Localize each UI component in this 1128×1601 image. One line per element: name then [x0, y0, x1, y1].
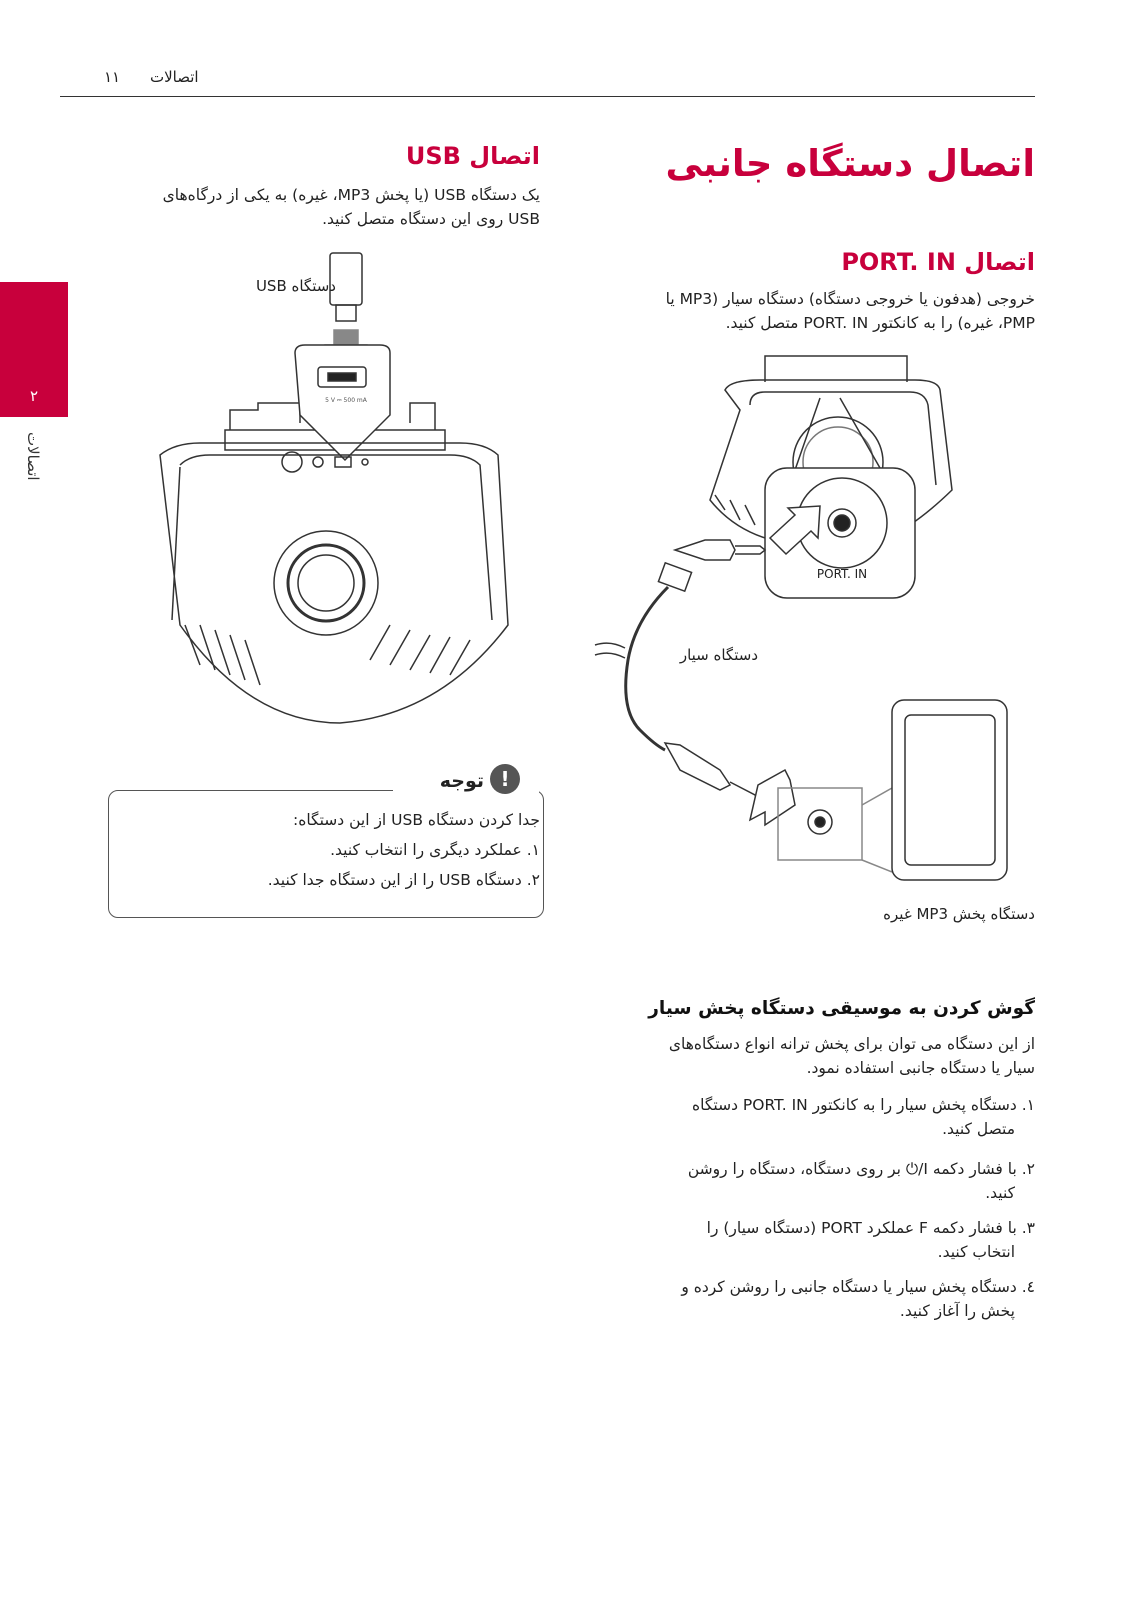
list-item-continuation — [595, 1181, 1015, 1205]
list-item — [595, 1157, 1035, 1181]
port-in-heading: اتصال PORT. IN — [841, 248, 1035, 276]
listening-intro-2: سیار یا دستگاه جانبی استفاده نمود. — [806, 1059, 1035, 1077]
step-text: انتخاب کنید. — [937, 1243, 1015, 1261]
page-number: ۱۱ — [104, 68, 121, 86]
step-text: متصل کنید. — [942, 1120, 1015, 1138]
list-item-continuation — [595, 1299, 1015, 1323]
usb-text-2: USB روی این دستگاه متصل کنید. — [322, 210, 540, 228]
header-rule — [60, 96, 1035, 97]
header-title: اتصالات — [150, 68, 199, 86]
port-in-figure-label: PORT. IN — [816, 567, 868, 581]
chapter-label: اتصالات — [24, 432, 42, 481]
note-step-1: ۱. عملکرد دیگری را انتخاب کنید. — [330, 841, 540, 859]
step-text: کنید. — [985, 1184, 1015, 1202]
step-number: ۱. — [1021, 1096, 1035, 1114]
port-in-diagram — [580, 350, 1040, 950]
list-item-continuation — [595, 1117, 1015, 1141]
usb-port-spec: 5 V ⎓ 500 mA — [325, 397, 367, 404]
exclamation-icon: ! — [490, 764, 520, 794]
step-number: ۳. — [1021, 1219, 1035, 1237]
usb-heading: اتصال USB — [405, 142, 540, 170]
usb-device-label: دستگاه USB — [255, 277, 336, 295]
step-text: دستگاه پخش سیار یا دستگاه جانبی را روشن کرده و — [681, 1278, 1017, 1296]
portable-device-label: دستگاه سیار — [679, 646, 758, 664]
list-item — [595, 1275, 1035, 1299]
mp3-player-caption: دستگاه پخش MP3 غیره — [883, 905, 1035, 923]
port-in-text-2: PMP، غیره) را به کانکتور PORT. IN متصل کنید. — [725, 314, 1035, 332]
step-text: پخش را آغاز کنید. — [899, 1302, 1015, 1320]
step-text: دستگاه پخش سیار را به کانکتور PORT. IN دستگاه — [692, 1096, 1017, 1114]
page-title: اتصال دستگاه جانبی — [665, 142, 1035, 185]
list-item — [595, 1216, 1035, 1240]
port-in-text-1: خروجی (هدفون یا خروجی دستگاه) دستگاه سیار (MP3 یا — [665, 290, 1035, 308]
listening-heading: گوش کردن به موسیقی دستگاه پخش سیار — [648, 998, 1035, 1019]
step-number: ۲. — [1021, 1160, 1035, 1178]
note-title: توجه — [439, 770, 484, 792]
note-step-2: ۲. دستگاه USB را از این دستگاه جدا کنید. — [267, 871, 540, 889]
step-text: با فشار دکمه I/⏻ بر روی دستگاه، دستگاه را روشن — [687, 1160, 1017, 1178]
note-intro: جدا کردن دستگاه USB از این دستگاه: — [292, 811, 540, 829]
usb-diagram — [140, 245, 520, 745]
list-item — [595, 1093, 1035, 1117]
step-text: با فشار دکمه F عملکرد PORT (دستگاه سیار) را — [706, 1219, 1017, 1237]
step-number: ٤. — [1021, 1278, 1035, 1296]
list-item-continuation — [595, 1240, 1015, 1264]
chapter-number: ۲ — [29, 387, 39, 405]
listening-intro-1: از این دستگاه می توان برای پخش ترانه انواع دستگاه‌های — [668, 1035, 1035, 1053]
usb-text-1: یک دستگاه USB (یا پخش MP3، غیره) به یکی از درگاه‌های — [162, 186, 540, 204]
